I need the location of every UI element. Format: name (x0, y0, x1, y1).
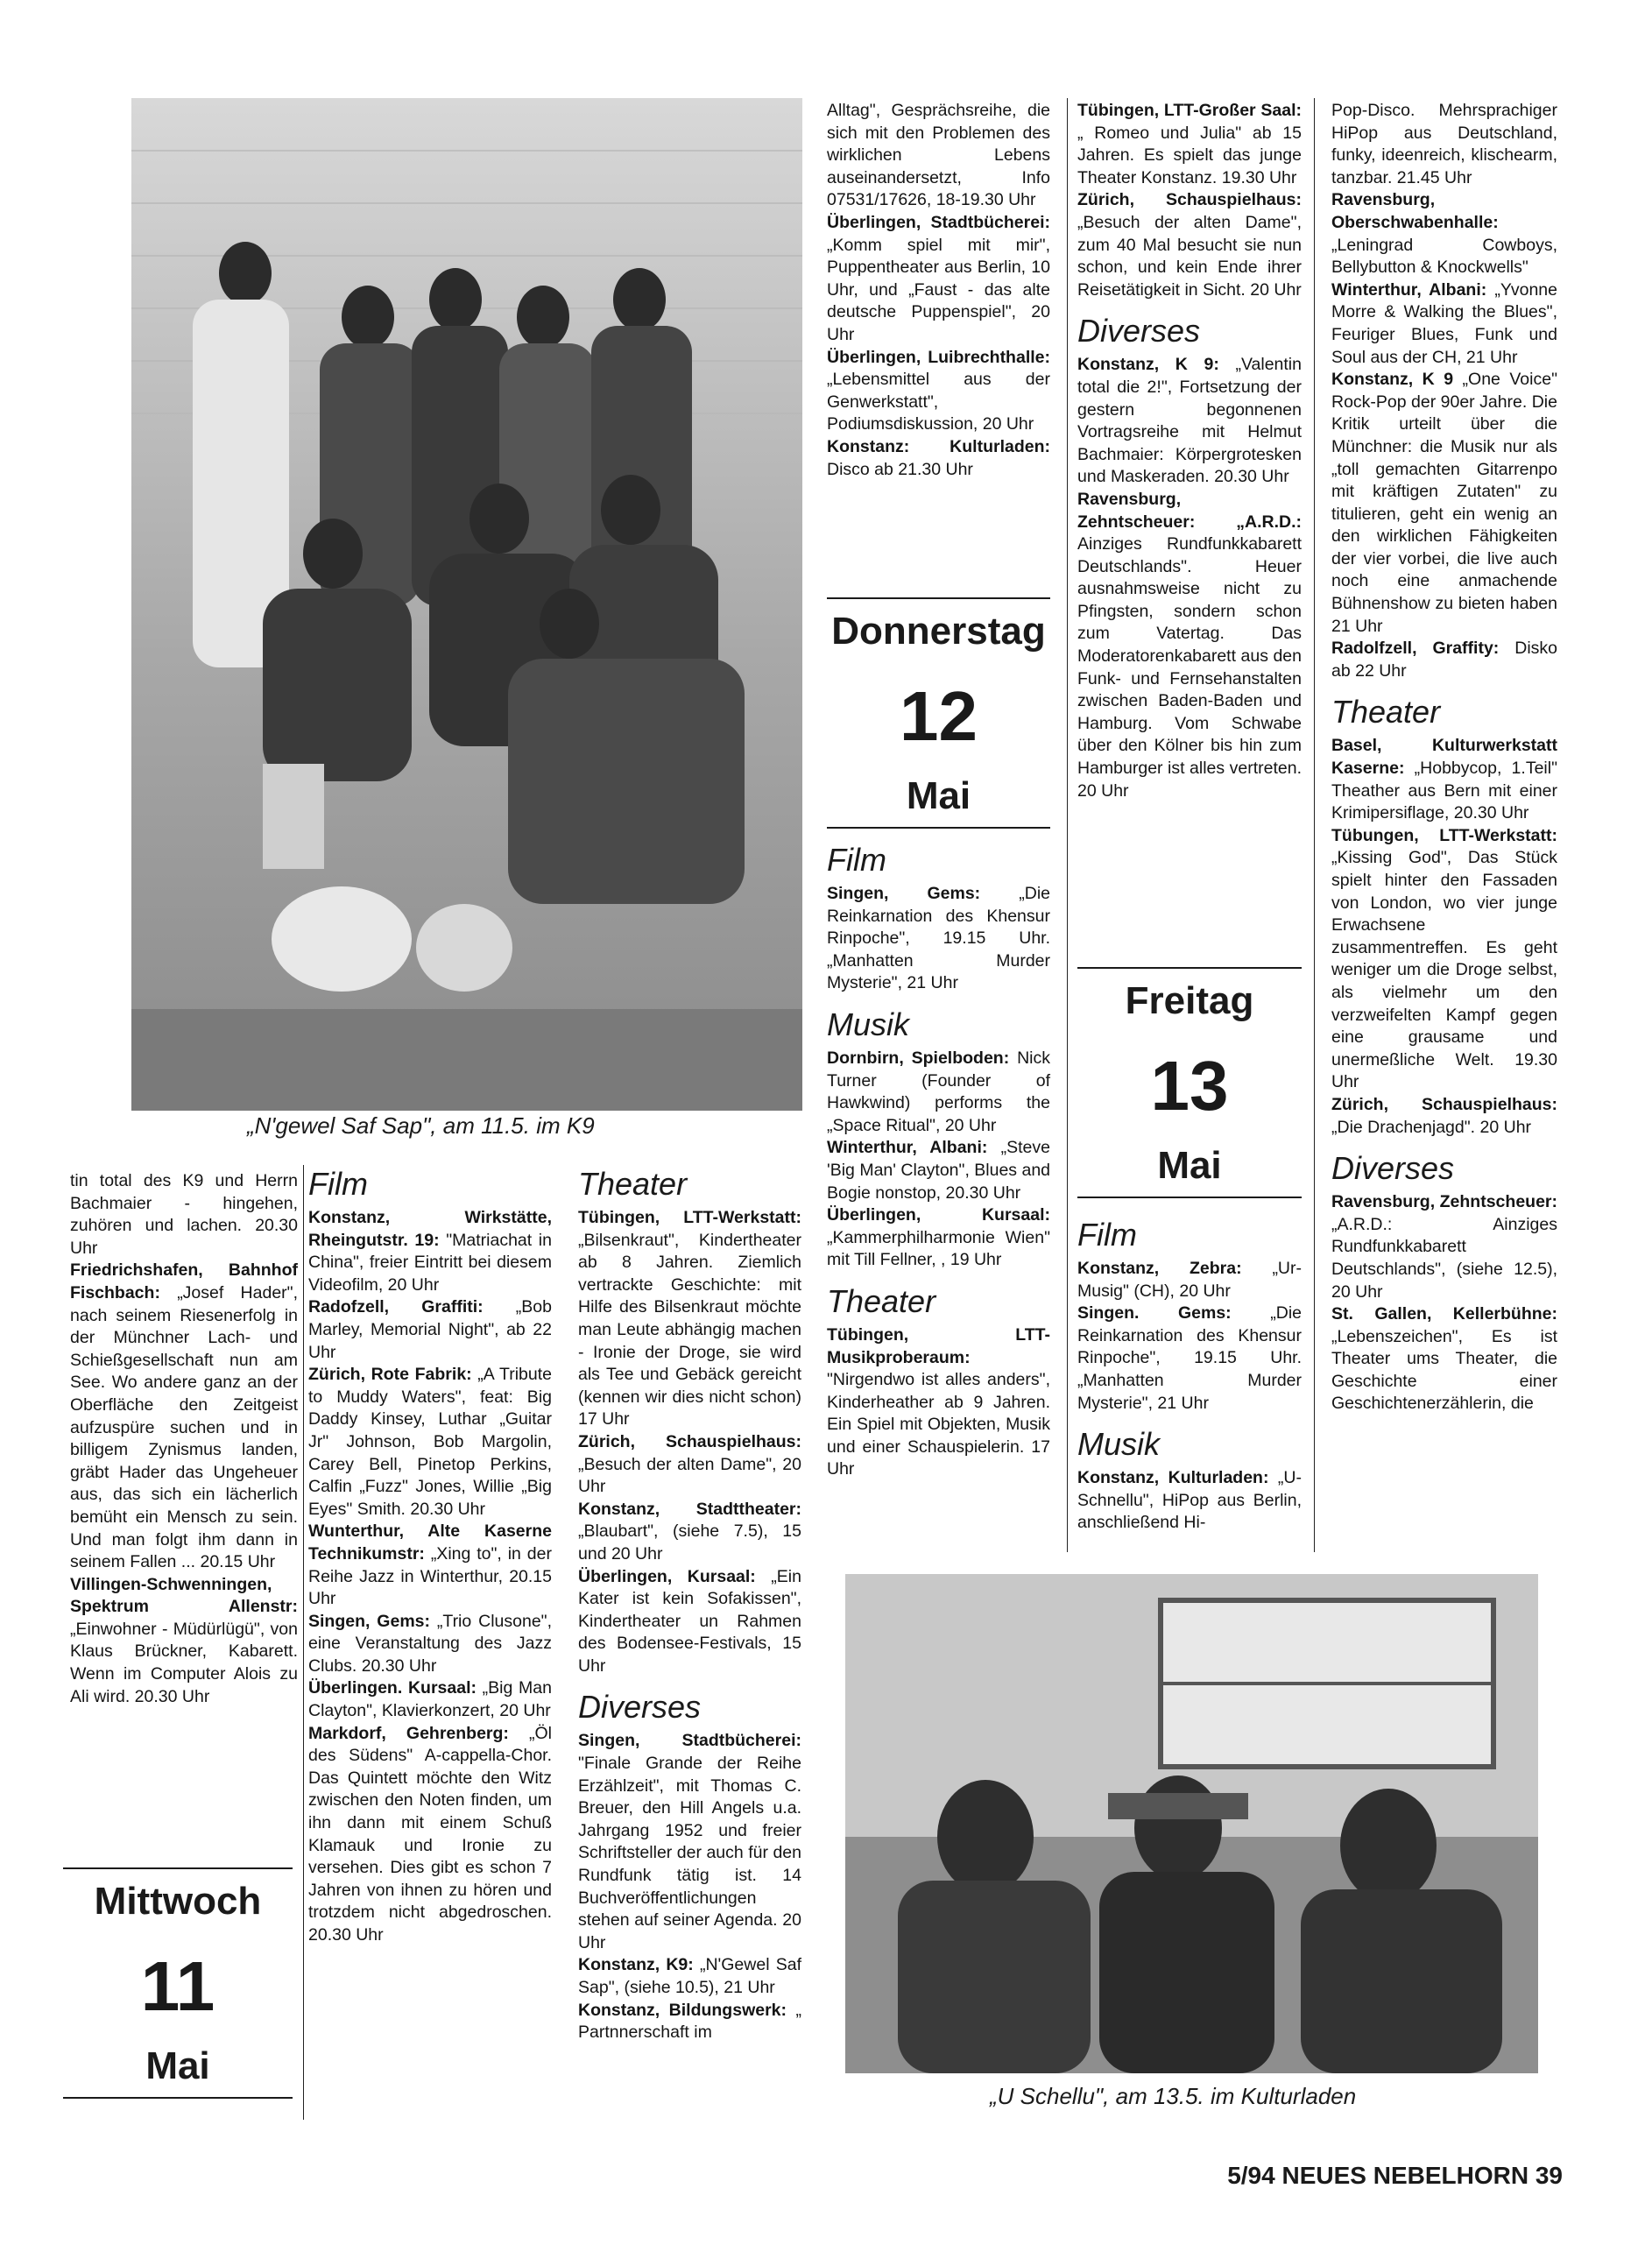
event-venue: Radolfzell, Graffity: (1331, 639, 1500, 659)
event-venue: Winterthur, Albani: (827, 1138, 988, 1158)
event-venue: Wunterthur, Alte Kaserne Technikumstr: (308, 1521, 552, 1564)
divider (827, 827, 1050, 829)
event-venue: Konstanz, Bildungswerk: (578, 2000, 787, 2020)
event-venue: Konstanz, K9: (578, 1955, 694, 1975)
day-number: 11 (140, 1947, 215, 2025)
event-text: „U-Schnellu", HiPop aus Berlin, anschließend Hi- (1077, 1468, 1302, 1533)
section-title-diverses: Diverses (1077, 313, 1201, 349)
event-text: „Kissing God", Das Stück spielt hinter den Fassaden von London, wo vier junge Erwachsene zusammentreffen. Es geht weniger um die Droge selbst, als vielmehr um den verzweifelten Kampf gegen eine grausame und unermeßliche Welt. 19.30 Uhr (1331, 848, 1557, 1092)
event-text: „Die Reinkarnation des Khensur Rinpoche", 19.15 Uhr. „Manhatten Murder Mysterie", 21 Uhr (1077, 1303, 1303, 1413)
event-text: „Ein Kater ist kein Sofakissen", Kindertheater un Rahmen des Bodensee-Festivals, 15 Uhr (578, 1566, 801, 1676)
event-text: „Komm spiel mit mir", Puppentheater aus Berlin, 10 Uhr, und „Faust - das alte deutsche Puppenspiel", 20 Uhr (827, 235, 1050, 344)
event-text: „Blaubart", (siehe 7.5), 15 und 20 Uhr (578, 1521, 801, 1564)
event-text: „One Voice" Rock-Pop der 90er Jahre. Die Kritik urteilt über die Münchner: die Musik nur als „toll gemachten Gitarrenpo mit kräftigen Zutaten" zu titulieren, geht ein wenig an den wirklichen Fähigkeiten der vier vorbei, die live auch noch eine anmachende Bühnenshow zu bieten haben 21 Uhr (1331, 370, 1557, 636)
section-title-musik: Musik (827, 1006, 910, 1042)
event-text: „N'Gewel Saf Sap", (siehe 10.5), 21 Uhr (578, 1955, 801, 1997)
event-text: „Öl des Südens" A-cappella-Chor. Das Quintett möchte den Witz zwischen den Noten finden, um ihn dann mit einem Schuß Klamauk und Ironie zu versehen. Dies gibt es schon 7 Jahren von ihnen zu hören und trotzdem nicht abgedroschen. 20.30 Uhr (308, 1723, 552, 1945)
divider (1077, 1197, 1302, 1198)
page-footer: 5/94 NEUES NEBELHORN 39 (1227, 2162, 1563, 2189)
section-title-film: Film (827, 842, 886, 878)
event-text: „ Partnnerschaft im (578, 2000, 801, 2043)
month-label: Mai (1157, 1144, 1222, 1187)
event-text: „Josef Hader", nach seinem Riesenerfolg in der Münchner Lach- und Schießgesellschaft nun am See. Wo andere ganz an der Oberfläche den Zeitgeist aufzuspüre suchen und in billigem Zynismus landen, gräbt Hader das Ungeheuer aus, das sich ein lächerlich bemüht ein Mensch zu sein. Und man folgt ihm dann in seinem Fallen ... 20.15 Uhr (70, 1282, 298, 1572)
article-text: tin total des K9 und Herrn Bachmaier - hingehen, zuhören und lachen. 20.30 Uhr (70, 1171, 298, 1258)
column-e (1331, 100, 1557, 1415)
photo-ngewel-caption: „N'gewel Saf Sap", am 11.5. im K9 (247, 1112, 595, 1139)
section-title-film: Film (1077, 1217, 1137, 1253)
event-venue: Konstanz, Zebra: (1077, 1259, 1242, 1278)
event-venue: Tübingen, LTT-Werkstatt: (578, 1208, 801, 1227)
event-text: „Trio Clusone", eine Veranstaltung des Jazz Clubs. 20.30 Uhr (308, 1611, 552, 1676)
event-venue: Konstanz: Kulturladen: (827, 436, 1050, 456)
event-venue: Radofzell, Graffiti: (308, 1297, 484, 1317)
event-text: „Bob Marley, Memorial Night", ab 22 Uhr (308, 1297, 552, 1362)
event-text: "Finale Grande der Reihe Erzählzeit", mit Thomas C. Breuer, den Hill Angels u.a. Jahrgang 1952 und freier Schriftsteller der auch für den Rundfunk tätig ist. 14 Buchveröffentlichungen stehen auf seiner Agenda. 20 Uhr (578, 1754, 801, 1952)
event-venue: Dornbirn, Spielboden: (827, 1048, 1010, 1068)
event-venue: Konstanz, Kulturladen: (1077, 1468, 1269, 1488)
column-d (1077, 100, 1302, 802)
day-header-freitag (1077, 967, 1302, 1198)
day-number: 13 (1150, 1047, 1229, 1125)
event-text: „Leningrad Cowboys, Bellybutton & Knockwells" (1331, 235, 1557, 278)
event-text: „A Tribute to Muddy Waters", feat: Big Daddy Kinsey, Luthar „Guitar Jr" Johnson, Bob Margolin, Carey Bell, Pinetop Perkins, Calfin „Fuzz" Jones, Willie „Big Eyes" Smith. 20.30 Uhr (308, 1365, 552, 1519)
event-venue: Friedrichshafen, Bahnhof Fischbach: (70, 1260, 298, 1302)
photo-ngewel-saf-sap-image (131, 98, 802, 1111)
event-text: „Ur-Musig" (CH), 20 Uhr (1077, 1259, 1303, 1301)
event-text: „Hobbycop, 1.Teil" Theather aus Bern mit einer Krimipersiflage, 20.30 Uhr (1331, 759, 1557, 823)
event-text: „Besuch der alten Dame", 20 Uhr (578, 1454, 801, 1497)
section-title-theater: Theater (827, 1282, 936, 1319)
weekday-label: Mittwoch (94, 1880, 262, 1923)
event-text: Disco ab 21.30 Uhr (827, 459, 973, 479)
column-divider (1067, 98, 1068, 1552)
section-title-diverses: Diverses (1331, 1150, 1455, 1187)
column-c-lower (578, 1167, 801, 2044)
event-venue: Zürich, Rote Fabrik: (308, 1365, 472, 1385)
event-venue: Zürich, Schauspielhaus: (1331, 1094, 1557, 1114)
event-venue: Singen, Gems: (827, 884, 981, 903)
event-venue: Überlingen, Stadtbücherei: (827, 212, 1050, 232)
section-title-film: Film (308, 1166, 368, 1202)
event-text: „Steve 'Big Man' Clayton", Blues and Bogie nonstop, 20.30 Uhr (827, 1138, 1051, 1203)
event-venue: Basel, Kulturwerkstatt Kaserne: (1331, 736, 1557, 779)
event-venue: Ravensburg, Zehntscheuer: (1331, 1192, 1557, 1212)
day-header-mittwoch (63, 1867, 293, 2099)
column-divider (303, 1165, 304, 2120)
section-title-diverses: Diverses (578, 1689, 702, 1726)
photo-u-schellu-image (845, 1574, 1538, 2073)
event-text: „A.R.D.: Ainziges Rundfunkkabarett Deutschlands", (siehe 12.5), 20 Uhr (1331, 1214, 1557, 1302)
event-venue: Zürich, Schauspielhaus: (578, 1431, 801, 1451)
event-venue: Überlingen, Luibrechthalle: (827, 347, 1050, 367)
divider (1077, 967, 1302, 969)
event-venue: Tübingen, LTT-Musikproberaum: (827, 1324, 1050, 1367)
event-text: „Yvonne Morre & Walking the Blues", Feuriger Blues, Funk und Soul aus der CH, 21 Uhr (1331, 279, 1557, 367)
event-venue: Zürich, Schauspielhaus: (1077, 190, 1302, 210)
divider (63, 2097, 293, 2099)
day-header-donnerstag (827, 597, 1050, 829)
event-text: „Einwohner - Müdürlügü", von Klaus Brückner, Kabarett. Wenn im Computer Alois zu Ali wird. 20.30 Uhr (70, 1619, 298, 1706)
day-number: 12 (900, 677, 978, 755)
column-c-upper (827, 100, 1050, 481)
event-text: Ainziges Rundfunkkabarett Deutschlands". Heuer ausnahmsweise nicht zu Pfingsten, sondern schon zum Vatertag. Das Moderatorenkabarett aus den Funk- und Fernsehanstalten zwischen Baden-Baden und Hamburg. Vom Schwabe über den Kölner bis hin zum Hamburger ist alles vertreten. 20 Uhr (1077, 534, 1302, 801)
photo-u-schellu-caption: „U Schellu", am 13.5. im Kulturladen (990, 2083, 1357, 2109)
event-venue: Villingen-Schwenningen, Spektrum Allenstr: (70, 1574, 298, 1617)
weekday-label: Donnerstag (831, 610, 1046, 653)
event-text: "Matriachat in China", freier Eintritt bei diesem Videofilm, 20 Uhr (308, 1230, 552, 1295)
event-venue: Konstanz, Wirkstätte, Rheingutstr. 19: (308, 1208, 552, 1250)
photo-u-schellu (845, 1574, 1538, 2073)
event-venue: Überlingen. Kursaal: (308, 1678, 477, 1698)
event-venue: Winterthur, Albani: (1331, 279, 1487, 300)
event-venue: Tübingen, LTT-Großer Saal: (1077, 101, 1302, 120)
event-venue: Konstanz, K 9 (1331, 370, 1454, 390)
event-venue: St. Gallen, Kellerbühne: (1331, 1304, 1557, 1324)
column-c-upper-continued (827, 843, 1050, 1481)
event-venue: Tübungen, LTT-Werkstatt: (1331, 825, 1557, 845)
section-title-theater: Theater (1331, 694, 1441, 731)
photo-ngewel-saf-sap (131, 98, 802, 1111)
event-text: „ Romeo und Julia" ab 15 Jahren. Es spielt das junge Theater Konstanz. 19.30 Uhr (1077, 123, 1302, 187)
event-text: „Die Drachenjagd". 20 Uhr (1331, 1117, 1532, 1137)
article-text: Pop-Disco. Mehrsprachiger HiPop aus Deutschland, funky, ideenreich, klischearm, tanzbar. 21.45 Uhr (1331, 101, 1557, 187)
event-venue: Überlingen, Kursaal: (827, 1205, 1050, 1225)
column-a-lower (70, 1170, 298, 1708)
event-text: Disko ab 22 Uhr (1331, 639, 1557, 681)
event-text: „Xing to", in der Reihe Jazz in Winterthur, 20.15 Uhr (308, 1543, 552, 1609)
event-text: „Lebensmittel aus der Genwerkstatt", Podiumsdiskussion, 20 Uhr (827, 370, 1050, 434)
column-d-continued (1077, 1218, 1302, 1535)
event-venue: Überlingen, Kursaal: (578, 1566, 756, 1586)
event-venue: Singen, Stadtbücherei: (578, 1731, 801, 1751)
event-venue: Ravensburg, Oberschwabenhalle: (1331, 190, 1499, 232)
event-venue: Singen, Gems: (308, 1611, 430, 1631)
event-venue: Singen. Gems: (1077, 1303, 1232, 1324)
divider (63, 1867, 293, 1869)
event-venue: Markdorf, Gehrenberg: (308, 1723, 509, 1743)
section-title-musik: Musik (1077, 1426, 1161, 1463)
section-title-theater: Theater (578, 1166, 688, 1202)
event-venue: Konstanz, K 9: (1077, 355, 1219, 375)
event-text: „Besuch der alten Dame", zum 40 Mal besucht sie nun schon, und kein Ende ihrer Reisetätigkeit in Sicht. 20 Uhr (1077, 212, 1302, 300)
month-label: Mai (145, 2044, 210, 2087)
event-text: Nick Turner (Founder of Hawkwind) performs the „Space Ritual", 20 Uhr (827, 1048, 1050, 1135)
event-text: „Die Reinkarnation des Khensur Rinpoche", 19.15 Uhr. „Manhatten Murder Mysterie", 21 Uhr (827, 884, 1051, 993)
article-text: Alltag", Gesprächsreihe, die sich mit den Problemen des wirklichen Lebens auseinandersetzt, Info 07531/17626, 18-19.30 Uhr (827, 101, 1050, 210)
weekday-label: Freitag (1125, 979, 1254, 1022)
month-label: Mai (906, 774, 971, 817)
column-b-lower (308, 1167, 552, 1947)
event-text: „Valentin total die 2!", Fortsetzung der gestern begonnenen Vortragsreihe mit Helmut Bachmaier: Körpergrotesken und Maskeraden. 20.30 Uhr (1077, 355, 1302, 487)
event-text: „Kammerphilharmonie Wien" mit Till Fellner, , 19 Uhr (827, 1227, 1050, 1270)
column-divider (1314, 98, 1315, 1552)
event-text: „Big Man Clayton", Klavierkonzert, 20 Uhr (308, 1678, 552, 1721)
event-text: "Nirgendwo ist alles anders", Kinderheather ab 9 Jahren. Ein Spiel mit Objekten, Musik und einer Schauspielerin. 17 Uhr (827, 1370, 1050, 1479)
event-text: „Bilsenkraut", Kindertheater ab 8 Jahren. Ziemlich vertrackte Geschichte: mit Hilfe des Bilsenkraut möchte man Leute abhängig machen - Ironie der Droge, sie wird als Tee und Gebäck gereicht (kennen wir dies nicht schon) 17 Uhr (578, 1230, 801, 1430)
event-venue: Ravensburg, Zehntscheuer: „A.R.D.: (1077, 489, 1302, 532)
event-venue: Konstanz, Stadttheater: (578, 1499, 801, 1519)
divider (827, 597, 1050, 599)
event-text: „Lebenszeichen", Es ist Theater ums Theater, die Geschichte einer Geschichtenerzählerin, die (1331, 1326, 1557, 1414)
